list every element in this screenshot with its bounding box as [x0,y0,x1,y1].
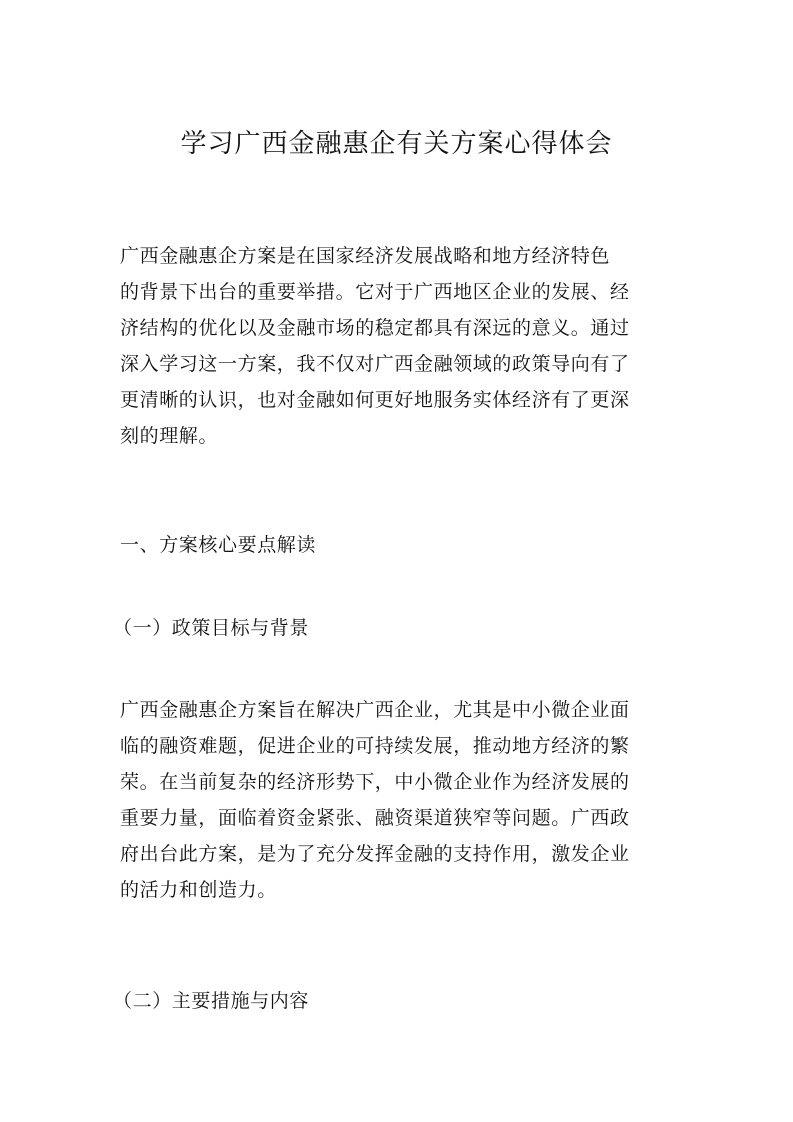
intro-paragraph: 广西金融惠企方案是在国家经济发展战略和地方经济特色 的背景下出台的重要举措。它对于广西地区企业的发展、经 济结构的优化以及金融市场的稳定都具有深远的意义。通过 深入学习这一方案，我不仅对广西金融领域的政策导向有了 更清晰的认识，也对金融如何更好地服务实体经济有了更深 刻的理解。 [120,245,630,447]
document-title: 学习广西金融惠企有关方案心得体会 [180,129,613,159]
subsection-1-paragraph: 广西金融惠企方案旨在解决广西企业，尤其是中小微企业面 临的融资难题，促进企业的可持续发展，推动地方经济的繁 荣。在当前复杂的经济形势下，中小微企业作为经济发展的 重要力量，面临着资金紧张、融资渠道狭窄等问题。广西政 府出台此方案，是为了充分发挥金融的支持作用，激发企业 的活力和创造力。 [120,699,630,901]
section-heading-1: 一、方案核心要点解读 [120,534,317,556]
subsection-heading-1: （一）政策目标与背景 [113,617,310,639]
subsection-heading-2: （二）主要措施与内容 [113,990,310,1012]
